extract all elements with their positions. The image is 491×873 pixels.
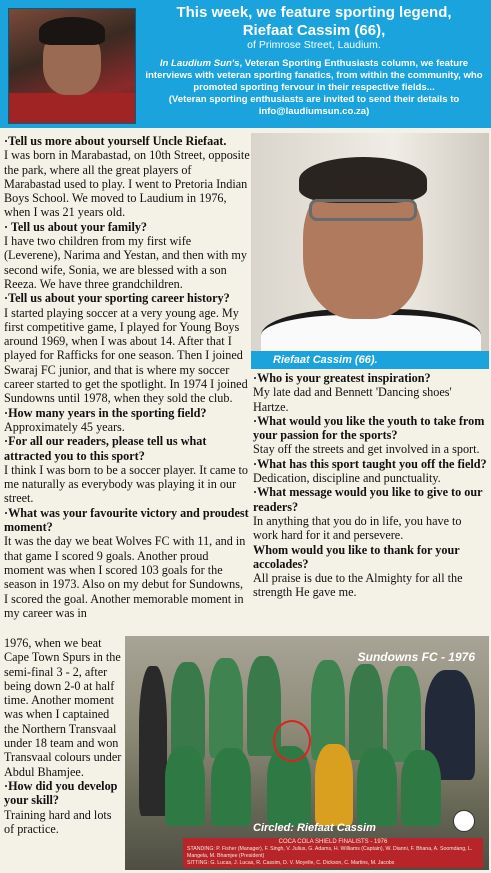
left-column <box>4 134 250 620</box>
headline: This week, we feature sporting legend, <box>176 4 452 21</box>
team-plate <box>183 838 483 868</box>
header-text <box>140 4 488 118</box>
intro-lead: In Laudium Sun's <box>159 58 240 69</box>
question: ·What was your favourite victory and proudest moment? <box>4 505 249 535</box>
circled-caption: Circled: Riefaat Cassim <box>253 822 376 834</box>
answer: I started playing soccer at a very young age. My first competitive game, I played for Young Boys around 1969, when I was about 14. After that I played for Rafficks for one season. Then I joined Swaraj FC junior, and that is where my soccer career started to get the spotlight. In 1974 I joined Sundowns until 1978, when they sold the club. <box>4 305 248 406</box>
portrait-caption: Riefaat Cassim (66). <box>251 351 489 369</box>
left-column-continued <box>4 636 124 836</box>
portrait-photo <box>251 133 489 351</box>
plate-standing: STANDING: P. Fisher (Manager), F. Singh, V. Julius, G. Adams, H. Williams (Captain), W. Dianni, F. Bhana, A. Soomdang, L. Mangela, M. Bhamjee (President) <box>187 846 473 859</box>
team-badge: Sundowns FC - 1976 <box>357 650 475 664</box>
soccer-ball <box>453 810 475 832</box>
team-photo <box>125 636 489 870</box>
answer: Approximately 45 years. <box>4 419 125 434</box>
question: ·What would you like the youth to take from your passion for the sports? <box>253 413 485 443</box>
intro-body: , Veteran Sporting Enthusiasts column, we feature interviews with veteran sporting fanatics, from within the community, who promoted sporting fervour in their respective fields... <box>145 58 483 93</box>
question: ·Who is your greatest inspiration? <box>253 371 431 385</box>
answer: Training hard and lots of practice. <box>4 807 112 836</box>
question: ·How many years in the sporting field? <box>4 405 207 420</box>
header-banner <box>0 0 491 128</box>
highlight-circle <box>273 720 311 762</box>
person-name: Riefaat Cassim (66), <box>242 22 386 39</box>
question: Whom would you like to thank for your accolades? <box>253 542 460 571</box>
answer: I was born in Marabastad, on 10th Street, opposite the park, where all the great players of Marabastad used to play. I went to Pretoria Indian Boys School. We moved to Laudium in 1976, when I was 21 years old. <box>4 148 250 220</box>
answer: Dedication, discipline and punctuality. <box>253 471 441 486</box>
question: ·How did you develop your skill? <box>4 778 118 808</box>
answer: My late dad and Bennett 'Dancing shoes' Hartze. <box>253 385 452 414</box>
invite-text: (Veteran sporting enthusiasts are invited to send their details to info@laudiumsun.co.za) <box>168 94 460 117</box>
header-photo <box>8 8 136 124</box>
answer-continued: 1976, when we beat Cape Town Spurs in the semi-final 3 - 2, after being down 2-0 at half time. Another moment was when I captained the Northern Transvaal under 18 team and won Transvaal colours under Abdul Bhamjee. <box>4 636 122 779</box>
answer: I think I was born to be a soccer player. It came to me naturally as everybody was playing it in our street. <box>4 462 248 506</box>
question: ·For all our readers, please tell us what attracted you to this sport? <box>4 434 207 463</box>
person-address: of Primrose Street, Laudium. <box>247 39 381 51</box>
question: ·What has this sport taught you off the field? <box>253 456 487 471</box>
question: ·Tell us about your sporting career history? <box>4 291 230 306</box>
question: · Tell us about your family? <box>4 219 148 234</box>
answer: I have two children from my first wife (Leverene), Narima and Yestan, and then with my second wife, Sonia, we are blessed with a son Reeza. We have three grandchildren. <box>4 234 247 291</box>
answer: It was the day we beat Wolves FC with 11, and in that game I scored 9 goals. Another proud moment was when I scored 103 goals for the season in 1973. Also on my debut for Sundowns, I scored the goal. Another memorable moment in my career was in <box>4 534 246 620</box>
answer: In anything that you do in life, you have to work hard for it and persevere. <box>253 513 462 543</box>
answer: All praise is due to the Almighty for all the strength He gave me. <box>253 571 463 600</box>
plate-title: COCA COLA SHIELD FINALISTS - 1976 <box>278 839 388 845</box>
plate-sitting: SITTING: G. Lucas, J. Lucas, R. Cassim, D. V. Moyelle, C. Dickson, C. Martins, M. Jacobs <box>187 860 395 866</box>
column-intro <box>140 58 488 94</box>
question: ·What message would you like to give to our readers? <box>253 485 483 514</box>
answer: Stay off the streets and get involved in a sport. <box>253 442 480 457</box>
right-column <box>253 371 489 600</box>
question: ·Tell us more about yourself Uncle Riefaat. <box>4 134 227 148</box>
